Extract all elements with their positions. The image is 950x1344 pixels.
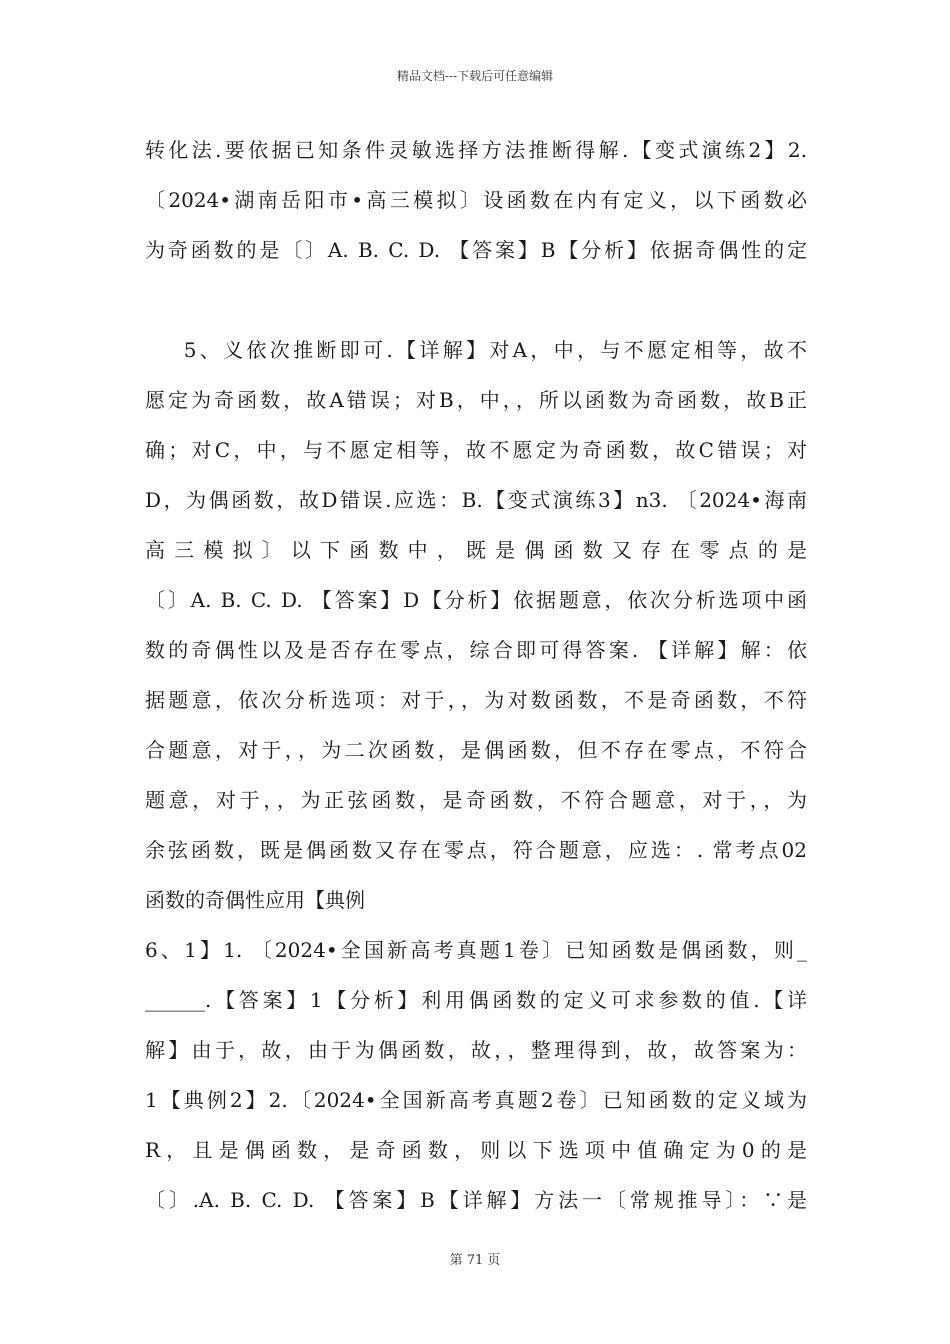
text-line: 题意，对于，，为正弦函数，是奇函数，不符合题意，对于，，为 [145,788,807,812]
text-line: 〔〕A. B. C. D. 【答案】D【分析】依据题意，依次分析选项中函 [145,588,807,612]
text-line: 解】由于，故，由于为偶函数，故，，整理得到，故，故答案为： [145,1038,807,1062]
text-line: 〔〕.A. B. C. D. 【答案】B【详解】方法一〔常规推导〕：∵是 [145,1188,807,1212]
text-line: 5、义依次推断即可.【详解】对A，中，与不愿定相等，故不 [145,338,807,362]
text-line: 愿定为奇函数，故A错误；对B，中，，所以函数为奇函数，故B正 [145,388,807,412]
page-header: 精品文档---下载后可任意编辑 [396,69,554,83]
text-line: 余弦函数，既是偶函数又存在零点，符合题意，应选：. 常考点02 [145,838,807,862]
text-line: 据题意，依次分析选项：对于，，为对数函数，不是奇函数，不符 [145,688,807,712]
text-line: 转化法.要依据已知条件灵敏选择方法推断得解.【变式演练2】2. [145,138,807,162]
text-line: 为奇函数的是〔〕A. B. C. D. 【答案】B【分析】依据奇偶性的定 [145,238,807,262]
text-line: 确；对C，中，与不愿定相等，故不愿定为奇函数，故C错误；对 [145,438,807,462]
text-line: 合题意，对于，，为二次函数，是偶函数，但不存在零点，不符合 [145,738,807,762]
text-line: 〔2024•湖南岳阳市•高三模拟〕设函数在内有定义，以下函数必 [145,188,807,212]
text-line: 数的奇偶性以及是否存在零点，综合即可得答案. 【详解】解：依 [145,638,807,662]
text-line: 函数的奇偶性应用【典例 [145,888,365,912]
page-number: 第 71 页 [449,1253,501,1268]
text-line: D，为偶函数，故D错误.应选：B.【变式演练3】n3. 〔2024•海南 [145,488,807,512]
text-line: R，且是偶函数，是奇函数，则以下选项中值确定为0的是 [145,1138,807,1162]
text-line: 1【典例2】2.〔2024•全国新高考真题2卷〕已知函数的定义域为 [145,1088,807,1112]
text-line: 6、1】1. 〔2024•全国新高考真题1卷〕已知函数是偶函数，则_ [145,938,807,962]
text-line: ______.【答案】1【分析】利用偶函数的定义可求参数的值.【详 [145,988,807,1012]
text-line: 高三模拟〕以下函数中，既是偶函数又存在零点的是 [145,538,807,562]
